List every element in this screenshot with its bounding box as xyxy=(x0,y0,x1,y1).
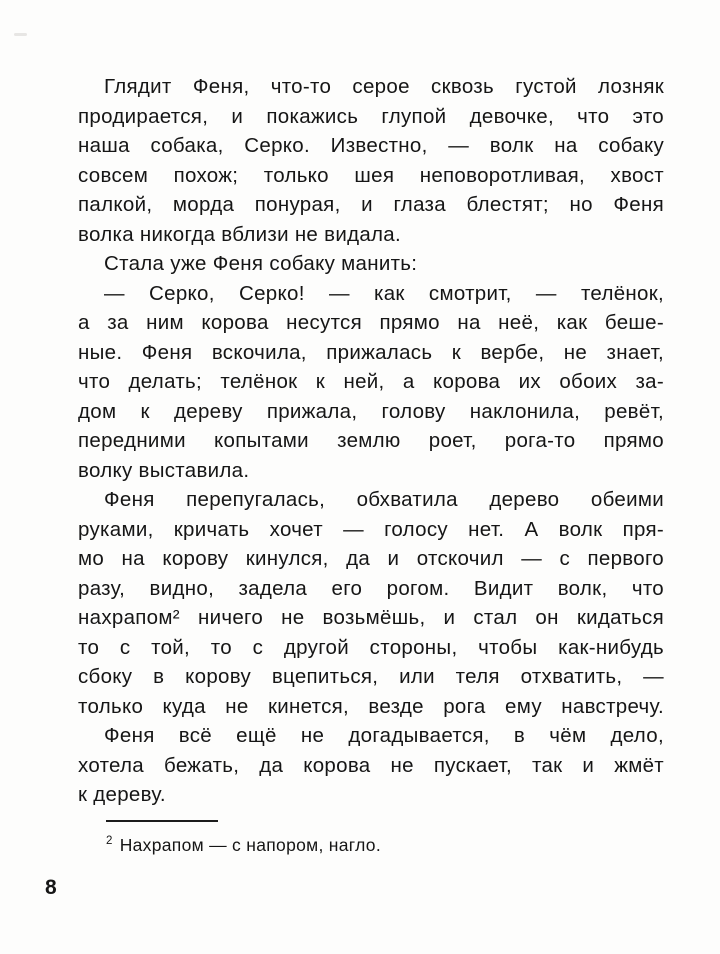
text-line: наша собака, Серко. Известно, — волк на собаку xyxy=(78,134,664,157)
text-line: волку выставила. xyxy=(78,458,250,482)
text-line: что делать; телёнок к ней, а корова их обоих за- xyxy=(78,370,664,393)
text-line: волка никогда вблизи не видала. xyxy=(78,222,401,246)
footnote-definition: Нахрапом — с напором, нагло. xyxy=(119,835,381,855)
text-line: совсем похож; только шея неповоротливая, хвост xyxy=(78,163,664,187)
page-text xyxy=(78,72,664,810)
text-line: передними копытами землю роет, рога-то прямо xyxy=(78,429,664,452)
text-line: продирается, и покажись глупой девочке, что это xyxy=(78,104,664,128)
scan-artifact xyxy=(14,33,27,36)
text-line: а за ним корова несутся прямо на неё, как беше- xyxy=(78,311,664,334)
footnote xyxy=(78,820,664,857)
text-line: нахрапом² ничего не возьмёшь, и стал он кидаться xyxy=(78,606,664,629)
text-line: Феня всё ещё не догадывается, в чём дело, xyxy=(104,724,664,747)
text-line: Глядит Феня, что-то серое сквозь густой лозняк xyxy=(104,75,664,98)
footnote-marker: 2 xyxy=(106,835,113,848)
text-line: хотела бежать, да корова не пускает, так и жмёт xyxy=(78,753,664,777)
footnote-divider xyxy=(106,820,218,822)
text-line: только куда не кинется, везде рога ему навстречу. xyxy=(78,694,664,718)
text-line: то с той, то с другой стороны, чтобы как-нибудь xyxy=(78,635,664,659)
footnote-text xyxy=(78,833,664,857)
text-line: руками, кричать хочет — голосу нет. А волк пря- xyxy=(78,517,664,541)
page-number: 8 xyxy=(45,876,57,899)
text-line: сбоку в корову вцепиться, или теля отхватить, — xyxy=(78,665,664,688)
text-line: — Серко, Серко! — как смотрит, — телёнок, xyxy=(104,281,664,305)
text-line: палкой, морда понурая, и глаза блестят; но Феня xyxy=(78,193,664,216)
text-line: дом к дереву прижала, голову наклонила, ревёт, xyxy=(78,399,664,423)
text-line: к дереву. xyxy=(78,783,166,806)
text-line: ные. Феня вскочила, прижалась к вербе, не знает, xyxy=(78,340,664,364)
text-line: мо на корову кинулся, да и отскочил — с первого xyxy=(78,547,664,570)
text-line: разу, видно, задела его рогом. Видит волк, что xyxy=(78,576,664,600)
text-line: Стала уже Феня собаку манить: xyxy=(104,252,418,275)
text-line: Феня перепугалась, обхватила дерево обеими xyxy=(104,488,664,511)
